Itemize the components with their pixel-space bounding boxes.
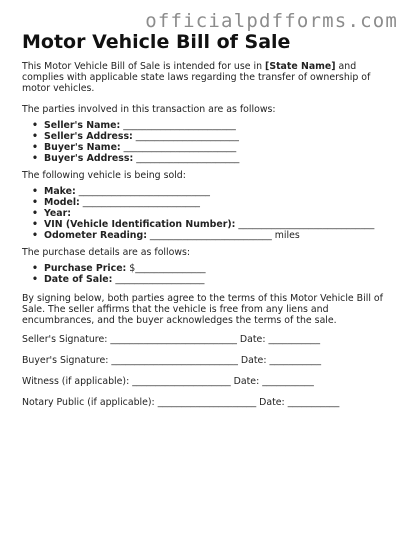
witness-signature-row: Witness (if applicable): _____________________ Date: ___________ [22,376,314,387]
vehicle-heading: The following vehicle is being sold: [22,170,186,181]
notary-date-line[interactable]: ___________ [287,397,340,408]
list-item-purchase-price: • Purchase Price: $_______________ [32,263,398,274]
seller-date-line[interactable]: ___________ [268,334,321,345]
intro-paragraph: This Motor Vehicle Bill of Sale is intended for use in [State Name] and complies with applicable state laws regarding the transfer of ownership of motor vehicles. [22,61,371,94]
state-name-placeholder: [State Name] [265,61,336,72]
agreement-paragraph: By signing below, both parties agree to the terms of this Motor Vehicle Bill of Sale. The seller affirms that the vehicle is free from any liens and encumbrances, and the buyer acknowledges the terms of the sale. [22,293,383,326]
list-item-sellers-address: • Seller's Address: ______________________ [32,131,398,142]
sellers-name-line[interactable]: ________________________ [123,120,236,131]
notary-signature-row: Notary Public (if applicable): _____________________ Date: ___________ [22,397,340,408]
vehicle-list [22,186,398,241]
purchase-heading: The purchase details are as follows: [22,247,191,258]
list-item-date-of-sale: • Date of Sale: ___________________ [32,274,398,285]
odometer-line[interactable]: __________________________ [149,230,272,241]
buyer-date-line[interactable]: ___________ [269,355,322,366]
odometer-unit: miles [271,230,300,241]
seller-signature-line[interactable]: ___________________________ [110,334,237,345]
make-line[interactable]: ____________________________ [78,186,210,197]
model-line[interactable]: _________________________ [82,197,200,208]
buyers-name-line[interactable]: ________________________ [123,142,237,153]
buyers-address-line[interactable]: ______________________ [136,153,240,164]
notary-signature-line[interactable]: _____________________ [157,397,257,408]
vin-line[interactable]: _____________________________ [238,219,375,230]
list-item-buyers-address: • Buyer's Address: ______________________ [32,153,398,164]
parties-list [22,120,398,164]
buyer-signature-row: Buyer's Signature: ___________________________ Date: ___________ [22,355,322,366]
list-item-year: • Year: [32,208,398,219]
site-watermark: officialpdfforms.com [145,10,398,32]
parties-heading: The parties involved in this transaction are as follows: [22,104,276,115]
witness-date-line[interactable]: ___________ [262,376,314,387]
list-item-model: • Model: _________________________ [32,197,398,208]
purchase-price-line[interactable]: _______________ [135,263,206,274]
sellers-address-line[interactable]: ______________________ [135,131,239,142]
witness-signature-line[interactable]: _____________________ [132,376,231,387]
list-item-sellers-name: • Seller's Name: ________________________ [32,120,398,131]
document-title: Motor Vehicle Bill of Sale [22,31,291,53]
list-item-vin: • VIN (Vehicle Identification Number): _____________________________ [32,219,398,230]
purchase-list [22,263,398,285]
document-body [22,61,398,408]
list-item-odometer: • Odometer Reading: __________________________ miles [32,230,398,241]
seller-signature-row: Seller's Signature: ___________________________ Date: ___________ [22,334,321,345]
buyer-signature-line[interactable]: ___________________________ [111,355,238,366]
list-item-make: • Make: ____________________________ [32,186,398,197]
date-of-sale-line[interactable]: ___________________ [115,274,205,285]
list-item-buyers-name: • Buyer's Name: ________________________ [32,142,398,153]
